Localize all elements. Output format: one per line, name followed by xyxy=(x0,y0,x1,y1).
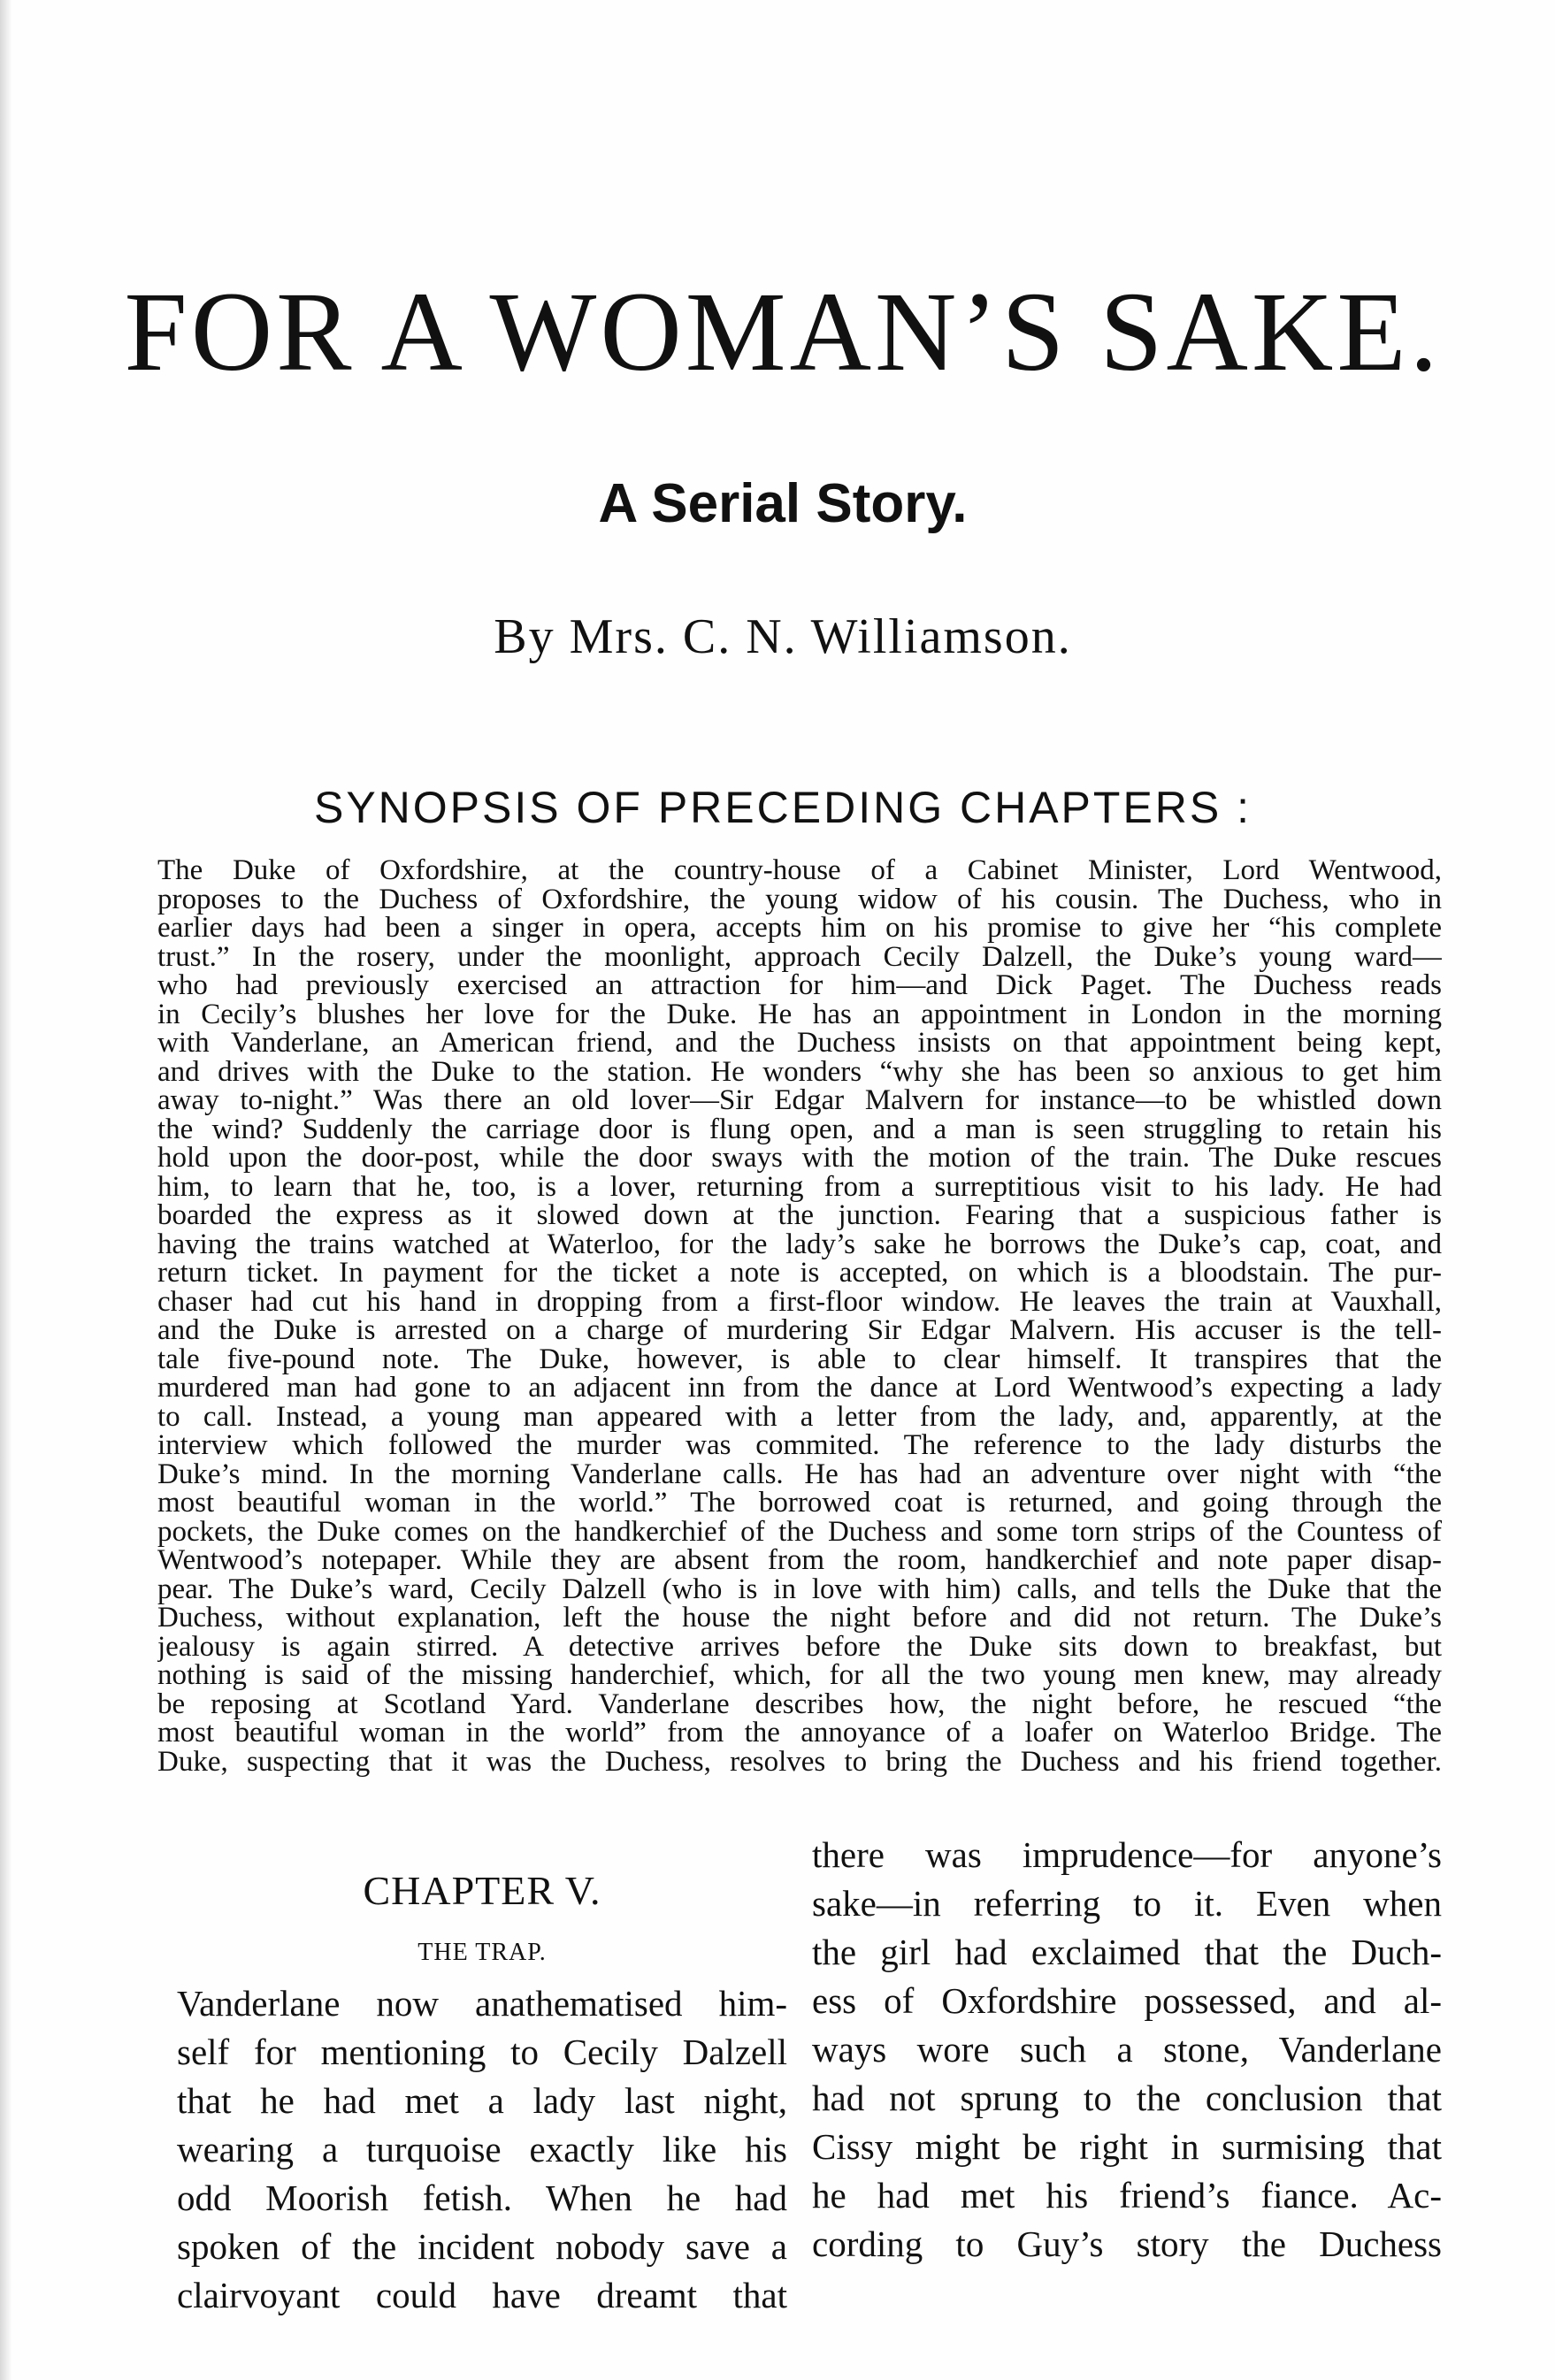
synopsis-line: with Vanderlane, an American friend, and the Duchess insists on that appointment being kept, xyxy=(157,1027,1442,1059)
synopsis-line: hold upon the door-post, while the door sways with the motion of the train. The Duke rescues xyxy=(157,1142,1442,1174)
right-column-text xyxy=(812,1831,1442,2269)
synopsis-line: proposes to the Duchess of Oxfordshire, the young widow of his cousin. The Duchess, who in xyxy=(157,883,1442,915)
synopsis-line: Duke’s mind. In the morning Vanderlane calls. He has had an adventure over night with “the xyxy=(157,1458,1442,1490)
synopsis-line: most beautiful woman in the world.” The borrowed coat is returned, and going through the xyxy=(157,1487,1442,1519)
text-line: had not sprung to the conclusion that xyxy=(812,2078,1442,2118)
text-line: there was imprudence—for anyone’s xyxy=(812,1834,1442,1875)
synopsis-line: interview which followed the murder was commited. The reference to the lady disturbs the xyxy=(157,1429,1442,1461)
text-line: that he had met a lady last night, xyxy=(177,2080,787,2121)
text-line: sake—in referring to it. Even when xyxy=(812,1883,1442,1924)
synopsis-line: Duke, suspecting that it was the Duchess, resolves to bring the Duchess and his friend together. xyxy=(157,1745,1442,1778)
synopsis-line: most beautiful woman in the world” from the annoyance of a loafer on Waterloo Bridge. The xyxy=(157,1717,1442,1749)
page-edge-shadow xyxy=(0,0,12,2380)
synopsis-line: boarded the express as it slowed down at the junction. Fearing that a suspicious father is xyxy=(157,1199,1442,1231)
synopsis-line: and the Duke is arrested on a charge of murdering Sir Edgar Malvern. His accuser is the tell- xyxy=(157,1314,1442,1346)
synopsis-line: be reposing at Scotland Yard. Vanderlane describes how, the night before, he rescued “the xyxy=(157,1687,1442,1720)
synopsis-line: the wind? Suddenly the carriage door is flung open, and a man is seen struggling to retain his xyxy=(157,1113,1442,1145)
synopsis-line: who had previously exercised an attraction for him—and Dick Paget. The Duchess reads xyxy=(157,969,1442,1001)
left-column xyxy=(177,1864,787,2320)
left-column-text xyxy=(177,1979,787,2320)
author-byline: By Mrs. C. N. Williamson. xyxy=(494,609,1072,664)
synopsis-text xyxy=(157,856,1442,1820)
text-line: cording to Guy’s story the Duchess xyxy=(812,2223,1442,2264)
synopsis-line: murdered man had gone to an adjacent inn from the dance at Lord Wentwood’s expecting a lady xyxy=(157,1372,1442,1404)
text-line: odd Moorish fetish. When he had xyxy=(177,2177,787,2218)
synopsis-line: away to-night.” Was there an old lover—Sir Edgar Malvern for instance—to be whistled down xyxy=(157,1084,1442,1116)
text-line: Cissy might be right in surmising that xyxy=(812,2126,1442,2167)
text-line: ways wore such a stone, Vanderlane xyxy=(812,2029,1442,2070)
synopsis-line: Wentwood’s notepaper. While they are absent from the room, handkerchief and note paper disap- xyxy=(157,1544,1442,1576)
right-column xyxy=(812,1831,1442,2269)
text-line: ess of Oxfordshire possessed, and al- xyxy=(812,1980,1442,2021)
synopsis-line: Duchess, without explanation, left the house the night before and did not return. The Duke’s xyxy=(157,1602,1442,1634)
synopsis-line: nothing is said of the missing handerchief, which, for all the two young men knew, may already xyxy=(157,1659,1442,1691)
story-title: FOR A WOMAN’S SAKE. xyxy=(124,269,1442,394)
text-line: he had met his friend’s fiance. Ac- xyxy=(812,2175,1442,2215)
text-line: the girl had exclaimed that the Duch- xyxy=(812,1932,1442,1972)
synopsis-line: return ticket. In payment for the ticket a note is accepted, on which is a bloodstain. The pur- xyxy=(157,1257,1442,1289)
synopsis-line: having the trains watched at Waterloo, for the lady’s sake he borrows the Duke’s cap, coat, and xyxy=(157,1228,1442,1260)
chapter-heading: CHAPTER V. xyxy=(363,1868,601,1913)
synopsis-line: pockets, the Duke comes on the handkerchief of the Duchess and some torn strips of the Countess of xyxy=(157,1515,1442,1548)
synopsis-line: jealousy is again stirred. A detective arrives before the Duke sits down to breakfast, but xyxy=(157,1630,1442,1663)
text-line: spoken of the incident nobody save a xyxy=(177,2226,787,2267)
synopsis-line: earlier days had been a singer in opera, accepts him on his promise to give her “his complete xyxy=(157,912,1442,944)
text-line: wearing a turquoise exactly like his xyxy=(177,2129,787,2170)
story-subtitle: A Serial Story. xyxy=(598,473,968,534)
synopsis-line: to call. Instead, a young man appeared with a letter from the lady, and, apparently, at the xyxy=(157,1400,1442,1433)
chapter-subheading: THE TRAP. xyxy=(417,1939,547,1966)
synopsis-line: and drives with the Duke to the station. He wonders “why she has been so anxious to get him xyxy=(157,1055,1442,1088)
text-line: Vanderlane now anathematised him- xyxy=(177,1983,787,2024)
text-line: clairvoyant could have dreamt that xyxy=(177,2275,787,2315)
text-line: self for mentioning to Cecily Dalzell xyxy=(177,2032,787,2072)
synopsis-line: him, to learn that he, too, is a lover, returning from a surreptitious visit to his lady. He had xyxy=(157,1170,1442,1203)
synopsis-line: trust.” In the rosery, under the moonlight, approach Cecily Dalzell, the Duke’s young ward— xyxy=(157,940,1442,973)
synopsis-line: The Duke of Oxfordshire, at the country-house of a Cabinet Minister, Lord Wentwood, xyxy=(157,856,1442,886)
synopsis-line: in Cecily’s blushes her love for the Duke. He has an appointment in London in the morning xyxy=(157,998,1442,1030)
synopsis-line: pear. The Duke’s ward, Cecily Dalzell (who is in love with him) calls, and tells the Duke that the xyxy=(157,1573,1442,1605)
synopsis-heading: SYNOPSIS OF PRECEDING CHAPTERS : xyxy=(313,783,1252,832)
synopsis-line: tale five-pound note. The Duke, however, is able to clear himself. It transpires that the xyxy=(157,1343,1442,1375)
synopsis-line: chaser had cut his hand in dropping from a first-floor window. He leaves the train at Vauxhall, xyxy=(157,1285,1442,1318)
